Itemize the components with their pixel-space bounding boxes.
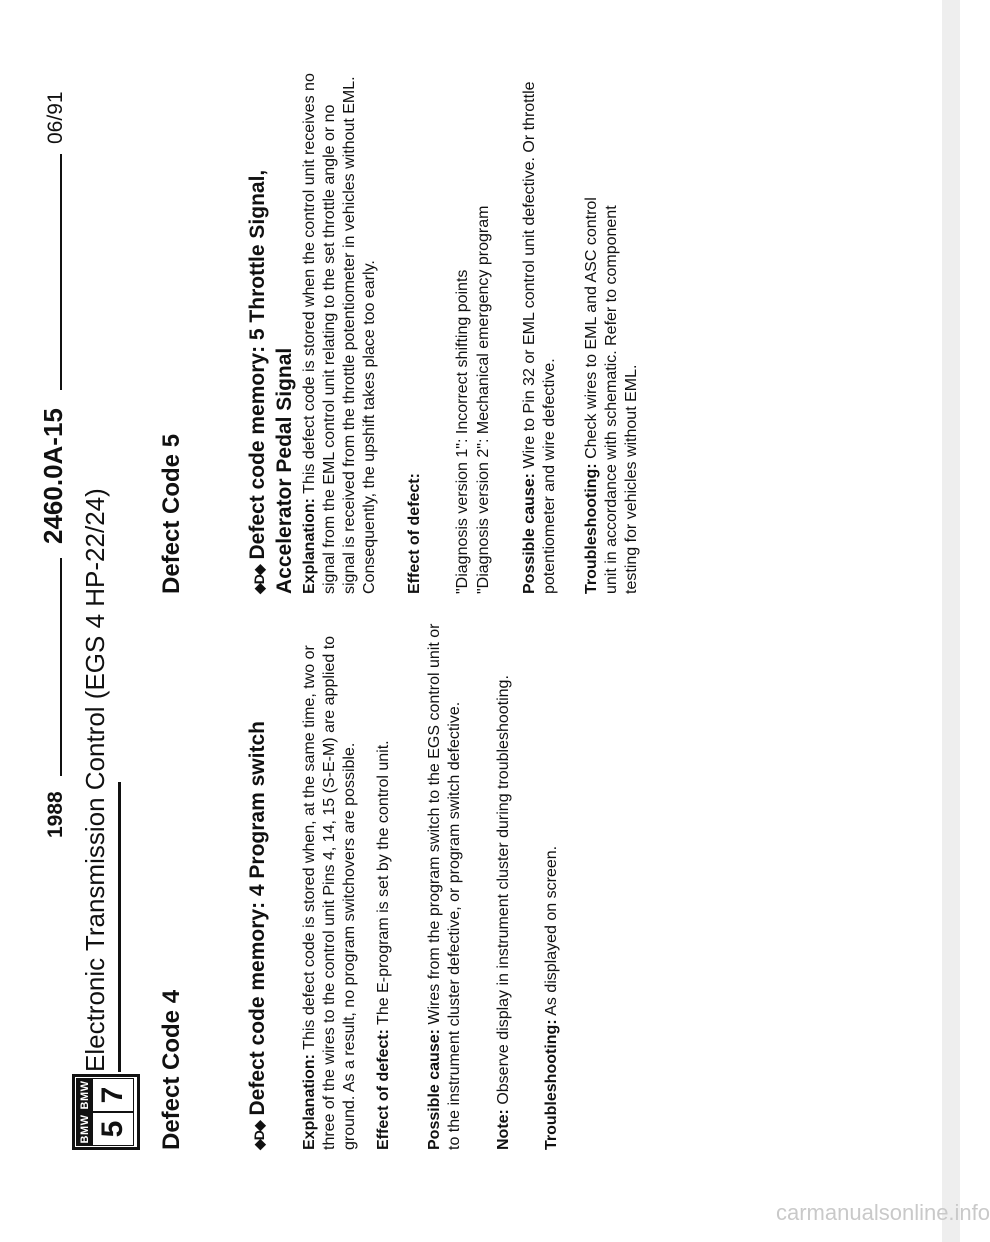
document-title: Electronic Transmission Control (EGS 4 HP-22/24)	[80, 488, 110, 1072]
troubleshooting-text: As displayed on screen.	[543, 845, 560, 1016]
cause-label: Possible cause:	[426, 1029, 443, 1150]
defect-5-effect-label: Effect of defect:	[406, 473, 423, 594]
note-label: Note:	[495, 1109, 512, 1150]
defect-4-note	[494, 610, 514, 1150]
explanation-text: This defect code is stored when the control unit receives no signal from the EML control unit relating to the set throttle angle or no signal is received from the throttle potentiometer in vehicles without EML. Consequently, the upshift takes place too early.	[301, 73, 378, 594]
logo-brand-right: BMW	[79, 1080, 91, 1110]
note-text: Observe display in instrument cluster during troubleshooting.	[495, 675, 512, 1105]
section-title-text: Defect code memory: 4 Program switch	[246, 721, 269, 1116]
header-rule-right	[60, 558, 62, 776]
defect-code-4-heading: Defect Code 4	[158, 989, 185, 1150]
logo-series-left: 5	[96, 1120, 129, 1138]
logo-cell-left	[76, 1112, 134, 1146]
section-title-text: Defect code memory: 5 Throttle Signal, Accelerator Pedal Signal	[246, 169, 296, 594]
header-date: 06/91	[44, 91, 67, 144]
logo-series-right: 7	[96, 1086, 129, 1104]
bmw-series-logo	[72, 1074, 140, 1150]
troubleshooting-label: Troubleshooting:	[583, 463, 600, 594]
defect-code-5-section-title	[245, 74, 298, 594]
defect-5-explanation	[300, 66, 380, 594]
defect-4-possible-cause	[425, 610, 465, 1150]
defect-code-4-section-title	[245, 610, 272, 1150]
defect-5-effect-item: "Diagnosis version 1": Incorrect shifting points	[454, 269, 471, 594]
title-underline	[118, 782, 121, 1072]
cause-label: Possible cause:	[521, 473, 538, 594]
defect-5-effect-item: "Diagnosis version 2": Mechanical emergency program	[475, 205, 492, 594]
defect-4-explanation	[300, 610, 360, 1150]
cause-text: Wires from the program switch to the EGS control unit or to the instrument cluster defective, or program switch defective.	[426, 623, 463, 1150]
logo-cell-right	[76, 1078, 134, 1112]
defect-5-troubleshooting	[582, 174, 642, 594]
header-doc-code: 2460.0A-15	[38, 408, 68, 544]
troubleshooting-text: Check wires to EML and ASC control unit in accordance with schematic. Refer to component testing for vehicles without EML.	[583, 197, 640, 594]
diamond-d-icon: ◆D◆	[251, 1121, 267, 1150]
site-watermark: carmanualsonline.info	[776, 1200, 990, 1225]
explanation-label: Explanation:	[301, 497, 318, 594]
defect-code-5-heading: Defect Code 5	[158, 433, 185, 594]
header-rule-left	[60, 154, 62, 390]
troubleshooting-label: Troubleshooting:	[543, 1019, 560, 1150]
logo-brand-left: BMW	[79, 1114, 91, 1144]
cause-text: Wire to Pin 32 or EML control unit defective. Or throttle potentiometer and wire defective.	[521, 81, 558, 594]
explanation-text: This defect code is stored when, at the same time, two or three of the wires to the control unit Pins 4, 14, 15 (S-E-M) are applied to ground. As a result, no program switchovers are possible.	[301, 635, 358, 1150]
defect-5-possible-cause	[520, 66, 560, 594]
header-year: 1988	[44, 791, 67, 838]
diamond-d-icon: ◆D◆	[251, 565, 267, 594]
effect-label: Effect of defect:	[375, 1029, 392, 1150]
defect-4-troubleshooting	[542, 610, 562, 1150]
explanation-label: Explanation:	[301, 1053, 318, 1150]
effect-text: The E-program is set by the control unit.	[375, 740, 392, 1025]
defect-4-effect	[374, 610, 394, 1150]
